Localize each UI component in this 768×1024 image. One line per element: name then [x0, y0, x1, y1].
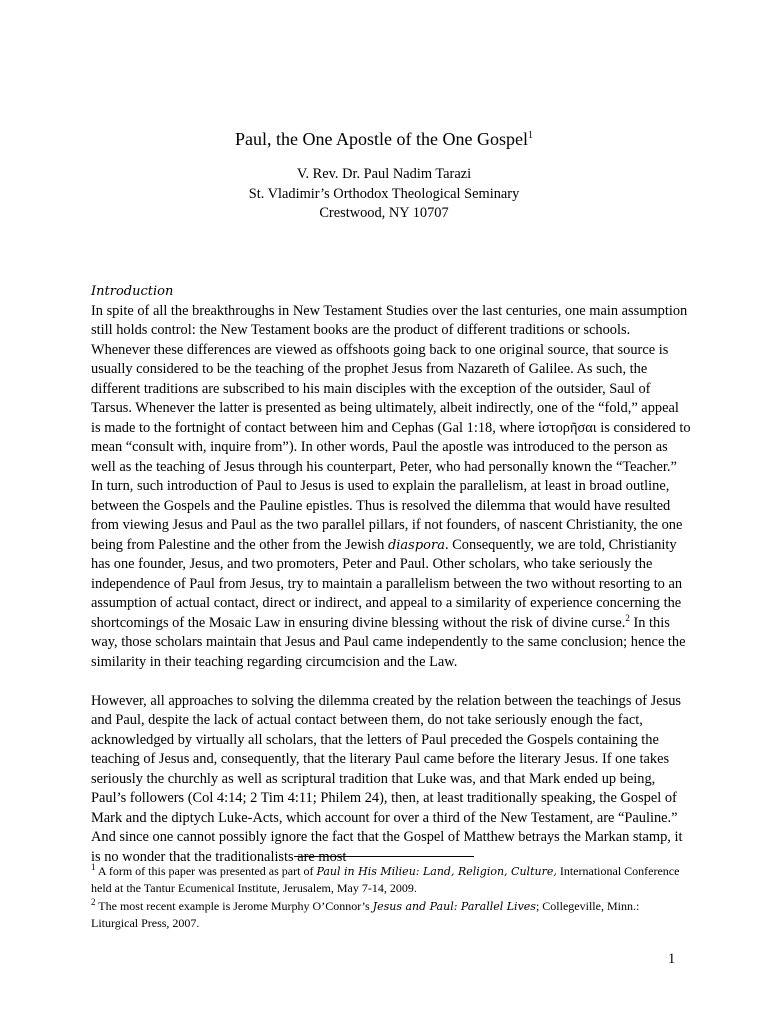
paragraph-1-part-2: . Consequently, we are told, Christianity has one founder, Jesus, and two promoters, Peter and Paul. Other scholars, who take seriously the independence of Paul from Jesus, try to maintain a parallelism between the two without resorting to an assumption of actual contact, direct or indirect, and appeal to a similarity of experience concerning the shortcomings of the Mosaic Law in ensuring divine blessing without the risk of divine curse. [91, 536, 683, 631]
page-number: 1 [668, 951, 676, 967]
footnote-2-post: ; Collegeville, Minn.: Liturgical Press, 2007. [91, 899, 640, 930]
author-address: Crestwood, NY 10707 [319, 205, 449, 221]
footnote-1-pre: A form of this paper was presented as part of [95, 864, 317, 878]
footnote-1-post: International Conference held at the Tantur Ecumenical Institute, Jerusalem, May 7-14, 2009. [91, 864, 680, 895]
paragraph-2: However, all approaches to solving the dilemma created by the relation between the teachings of Jesus and Paul, despite the lack of actual contact between them, do not take seriously enough the fact, acknowledged by virtually all scholars, that the letters of Paul preceded the Gospels containing the teaching of Jesus and, consequently, that the literary Paul came before the literary Jesus. If one takes seriously the churchly as well as scriptural tradition that Luke was, and that Mark ended up being, Paul’s followers (Col 4:14; 2 Tim 4:11; Philem 24), then, at least traditionally speaking, the Gospel of Mark and the diptych Luke-Acts, which account for over a third of the New Testament, are “Pauline.” And since one cannot possibly ignore the fact that the Gospel of Matthew betrays the Markan stamp, it is no wonder that the traditionalists are most [91, 692, 683, 865]
footnote-separator [294, 856, 474, 857]
author-name: V. Rev. Dr. Paul Nadim Tarazi [296, 166, 472, 182]
paragraph-gap [91, 672, 691, 692]
paragraph-1 [91, 302, 691, 673]
footnote-2 [91, 898, 681, 931]
body-text [91, 282, 691, 867]
footnotes [91, 863, 681, 933]
paper-title [0, 128, 768, 150]
title-footnote-mark[interactable]: 1 [527, 130, 533, 141]
author-block [0, 165, 768, 224]
footnote-2-mark: 2 [91, 897, 96, 907]
paragraph-1-part-3: In this way, those scholars maintain that Jesus and Paul came independently to the same conclusion; hence the similarity in their teaching regarding circumcision and the Law. [91, 614, 686, 670]
author-institution: St. Vladimir’s Orthodox Theological Seminary [248, 185, 520, 202]
section-heading: Introduction [91, 284, 174, 299]
footnote-2-italic: Jesus and Paul: Parallel Lives [372, 900, 536, 913]
footnote-1-italic: Paul in His Milieu: Land, Religion, Culture, [316, 865, 557, 878]
footnote-1-mark: 1 [91, 862, 96, 872]
paragraph-1-part-1: In spite of all the breakthroughs in New Testament Studies over the last centuries, one main assumption still holds control: the New Testament books are the product of different traditions or schools. Whenever these differences are viewed as offshoots going back to one original source, that source is usually considered to be the teaching of the prophet Jesus from Nazareth of Galilee. As such, the different traditions are subscribed to his main disciples with the exception of the outsider, Saul of Tarsus. Whenever the latter is presented as being ultimately, albeit indirectly, one of the “fold,” appeal is made to the fortnight of contact between him and Cephas (Gal 1:18, where ἱστορῆσαι is considered to mean “consult with, inquire from”). In other words, Paul the apostle was introduced to the person as well as the teaching of Jesus through his counterpart, Peter, who had personally known the “Teacher.” In turn, such introduction of Paul to Jesus is used to explain the parallelism, at least in broad outline, between the Gospels and the Pauline epistles. Thus is resolved the dilemma that would have resulted from viewing Jesus and Paul as the two parallel pillars, if not founders, of nascent Christianity, the one being from Palestine and the other from the Jewish [91, 302, 691, 553]
italic-term-diaspora: diaspora [387, 537, 445, 553]
footnote-ref-2[interactable]: 2 [625, 612, 630, 623]
footnote-1 [91, 863, 681, 896]
title-text: Paul, the One Apostle of the One Gospel [235, 129, 528, 149]
footnote-2-pre: The most recent example is Jerome Murphy O’Connor’s [95, 899, 373, 913]
